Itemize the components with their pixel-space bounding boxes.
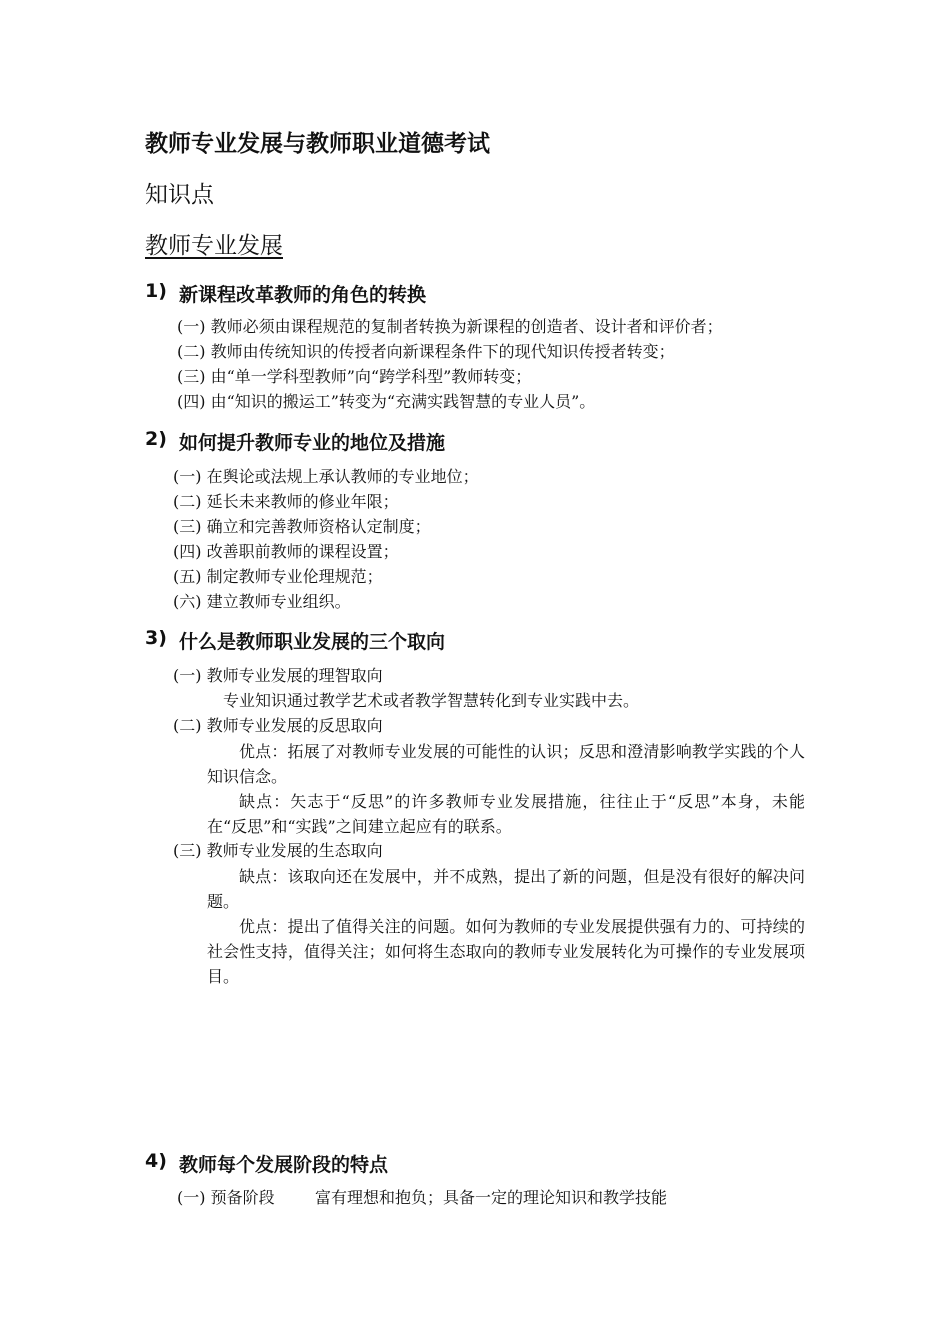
q1-item-1: (一) 教师必须由课程规范的复制者转换为新课程的创造者、设计者和评价者；	[177, 317, 723, 336]
q2-item-1: (一) 在舆论或法规上承认教师的专业地位；	[173, 467, 479, 486]
q2-number: 2)	[145, 428, 167, 450]
q4-heading	[145, 1150, 388, 1177]
q4-item-1-text: 富有理想和抱负；具备一定的理论知识和教学技能	[315, 1188, 668, 1207]
q3-orientation-1-label: (一) 教师专业发展的理智取向	[173, 666, 383, 685]
q2-heading	[145, 428, 445, 455]
q2-item-2: (二) 延长未来教师的修业年限；	[173, 492, 399, 511]
q2-item-4: (四) 改善职前教师的课程设置；	[173, 542, 399, 561]
document-title: 教师专业发展与教师职业道德考试	[145, 131, 490, 157]
q3-heading	[145, 627, 445, 654]
q1-heading	[145, 280, 426, 307]
document-subtitle: 知识点	[145, 182, 214, 208]
q1-item-2: (二) 教师由传统知识的传授者向新课程条件下的现代知识传授者转变；	[177, 342, 675, 361]
q3-orientation-1-text: 专业知识通过教学艺术或者教学智慧转化到专业实践中去。	[223, 691, 640, 710]
q3-number: 3)	[145, 627, 167, 649]
section-title: 教师专业发展	[145, 233, 283, 259]
q3-orientation-2-cons: 缺点：矢志于“反思”的许多教师专业发展措施，往往止于“反思”本身，未能在“反思”和“实践”之间建立起应有的联系。	[207, 792, 805, 836]
q2-item-5: (五) 制定教师专业伦理规范；	[173, 567, 383, 586]
q3-orientation-3-cons: 缺点：该取向还在发展中，并不成熟，提出了新的问题，但是没有很好的解决问题。	[207, 867, 805, 911]
q3-orientation-3-label: (三) 教师专业发展的生态取向	[173, 841, 383, 860]
q2-heading-text: 如何提升教师专业的地位及措施	[179, 432, 446, 454]
q1-item-3: (三) 由“单一学科型教师”向“跨学科型”教师转变；	[177, 367, 532, 386]
q1-item-4: (四) 由“知识的搬运工”转变为“充满实践智慧的专业人员”。	[177, 392, 596, 411]
q3-orientation-2-label: (二) 教师专业发展的反思取向	[173, 716, 383, 735]
q1-heading-text: 新课程改革教师的角色的转换	[179, 284, 427, 306]
q4-number: 4)	[145, 1150, 167, 1172]
q4-heading-text: 教师每个发展阶段的特点	[179, 1154, 389, 1176]
q3-orientation-3-pros: 优点：提出了值得关注的问题。如何为教师的专业发展提供强有力的、可持续的社会性支持，值得关注；如何将生态取向的教师专业发展转化为可操作的专业发展项目。	[207, 917, 805, 986]
q2-item-3: (三) 确立和完善教师资格认定制度；	[173, 517, 431, 536]
q4-item-1-label: (一) 预备阶段	[177, 1188, 275, 1207]
q2-item-6: (六) 建立教师专业组织。	[173, 592, 351, 611]
q3-orientation-2-pros: 优点：拓展了对教师专业发展的可能性的认识；反思和澄清影响教学实践的个人知识信念。	[207, 742, 805, 786]
q1-number: 1)	[145, 280, 167, 302]
q3-heading-text: 什么是教师职业发展的三个取向	[179, 631, 446, 653]
